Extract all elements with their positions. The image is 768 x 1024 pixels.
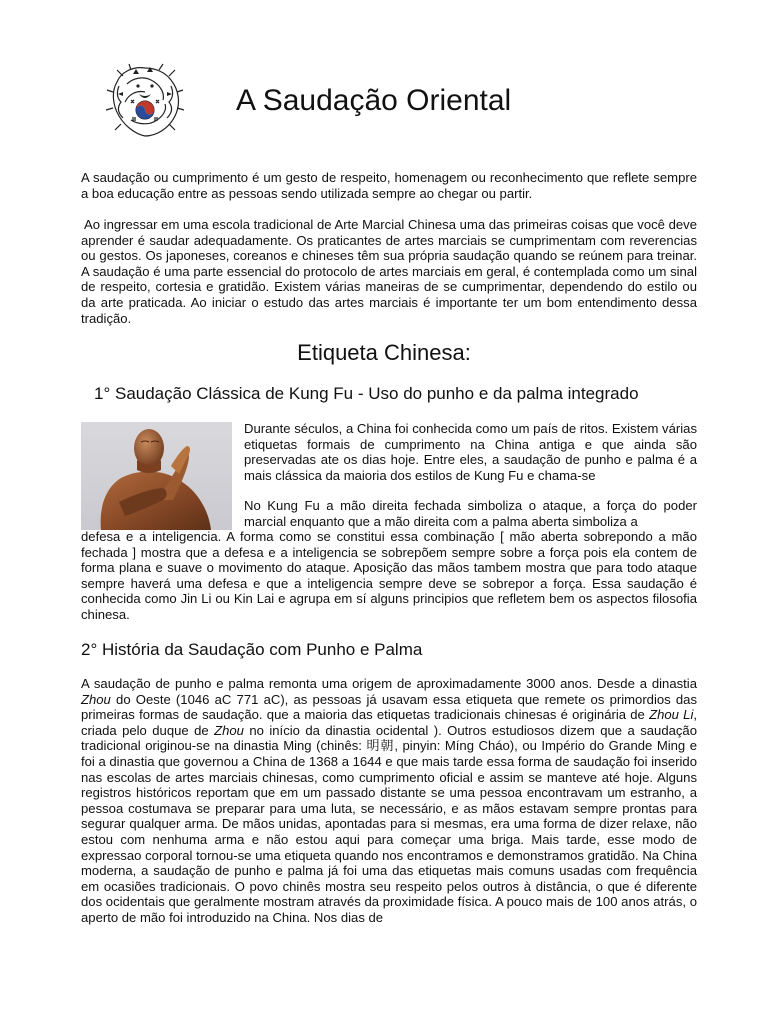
subheading-historia: 2° História da Saudação com Punho e Palma — [81, 640, 423, 659]
intro-paragraph — [81, 170, 697, 201]
section-heading-etiqueta: Etiqueta Chinesa: — [297, 340, 471, 365]
kungfu-symbolism-text-block — [244, 498, 697, 529]
intro-text: A saudação ou cumprimento é um gesto de respeito, homenagem ou reconhecimento que reflete sempre a boa educação entre as pessoas sendo utilizada sempre ao chegar ou partir. — [81, 170, 697, 201]
history-zhou-term: Zhou — [214, 722, 244, 738]
dragon-yin-yang-emblem-icon — [103, 62, 187, 142]
history-text-segment: no início da dinastia ocidental ). Outros estudiosos dizem que a saudação tradicional originou-se na dinastia Ming (chinês: 明朝, pinyin: Míng Cháo), ou Império do Grande Ming e foi a dinastia que governou a China de 1368 a 1644 e que mais tarde essa forma de saudação foi inserido nas escolas de artes marciais chinesas, como cumprimento oficial e assim se manteve até hoje. Alguns registros históricos reportam que em um passado distante se uma pessoa encontravam um estranho, a pessoa costumava se preparar para uma luta, se necessário, e as mãos estavam sempre prontas para segurar qualquer arma. De mãos unidas, apontadas para si mesmas, era uma forma de dizer relaxe, não estou com nenhuma arma e não estou aqui para começar uma briga. Mais tarde, esse modo de expressao corporal tornou-se uma etiqueta quando nos encontramos e demonstramos gratidão. Na China moderna, a saudação de punho e palma já foi uma das etiquetas mais comuns usadas com frequência em ocasiões tradicionais. O povo chinês mostra seu respeito pelos outros à distância, o que é diferente dos ocidentais que geralmente mostram através da proximidade física. A pouco mais de 100 anos atrás, o aperto de mão foi introduzido na China. Nos dias de — [81, 722, 697, 925]
history-zhou-li-term: Zhou Li — [649, 707, 694, 723]
history-zhou-term: Zhou — [81, 691, 111, 707]
kungfu-continuation-text: defesa e a inteligencia. A forma como se constitui essa combinação [ mão aberta sobrepondo a mão fechada ] mostra que a defesa e a inteligencia se sobrepõem sempre sobre a força pois ela contem de forma plana e suave o movimento do ataque. Aposição das mãos tambem mostra que para todo ataque sempre haverá uma defesa e que a inteligencia sempre deve se sobrepor a força. Essa saudação é conhecida como Jin Li ou Kin Lai e agrupa em sí alguns principios que refletem bem os aspectos filosofia chinesa. — [81, 529, 697, 622]
kungfu-continuation-paragraph — [81, 529, 697, 623]
page-title: A Saudação Oriental — [236, 84, 512, 117]
monk-statue-saluting-photo — [81, 422, 232, 530]
history-text-segment: , criada pelo duque de — [81, 707, 697, 738]
kungfu-symbolism-text: No Kung Fu a mão direita fechada simboliza o ataque, a força do poder marcial enquanto que a mão direita com a palma aberta simboliza a — [244, 498, 697, 529]
kungfu-intro-text-block — [244, 421, 697, 483]
history-text-segment: do Oeste (1046 aC 771 aC), as pessoas já usavam essa etiqueta que remete os primordios das primeiras formas de saudação. que a maioria das etiquetas tradicionais chinesas é originária de — [81, 691, 697, 723]
history-text-segment: A saudação de punho e palma remonta uma origem de aproximadamente 3000 anos. Desde a dinastia — [81, 676, 697, 691]
history-text — [81, 676, 697, 926]
kungfu-intro-text: Durante séculos, a China foi conhecida como um país de ritos. Existem várias etiquetas formais de cumprimento na China antiga e que ainda são preservadas ate os dias hoje. Entre eles, a saudação de punho e palma é a mais clássica da maioria dos estilos de Kung Fu e chama-se — [244, 421, 697, 483]
history-paragraph — [81, 676, 697, 926]
subheading-saudacao-classica: 1° Saudação Clássica de Kung Fu - Uso do punho e da palma integrado — [94, 384, 639, 403]
ingress-text: Ao ingressar em uma escola tradicional de Arte Marcial Chinesa uma das primeiras coisas que você deve aprender é saudar adequadamente. Os praticantes de artes marciais se cumprimentam com reverencias ou gestos. Os japoneses, coreanos e chineses têm sua própria saudação quando se reúnem para treinar. A saudação é uma parte essencial do protocolo de artes marciais em geral, é contemplada como um sinal de respeito, cortesia e gratidão. Existem várias maneiras de se cumprimentar, dependendo do estilo ou da arte praticada. Ao iniciar o estudo das artes marciais é importante ter um bom entendimento dessa tradição. — [81, 217, 697, 326]
ingress-paragraph — [81, 217, 697, 326]
